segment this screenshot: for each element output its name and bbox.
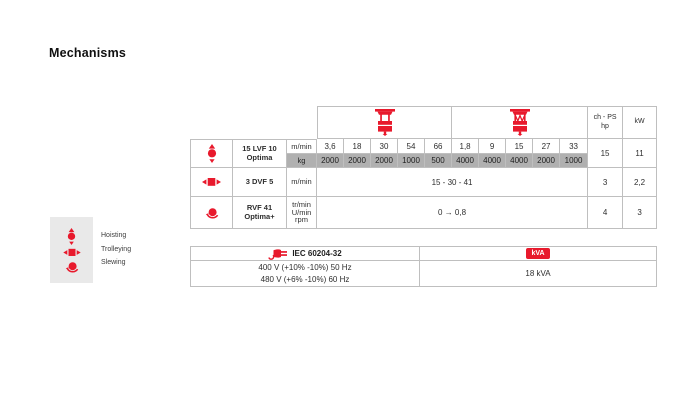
power-supply-table [190, 246, 657, 287]
voltage-line-50hz: 400 V (+10% -10%) 50 Hz [258, 263, 352, 273]
plug-icon [268, 247, 288, 260]
trolley-model: 3 DVF 5 [233, 168, 287, 197]
hoist-load-value: 4000 [479, 154, 506, 168]
hoist-speed-value: 15 [506, 139, 533, 154]
hoist-speed-value: 1,8 [452, 139, 479, 154]
hoist-speed-value: 3,6 [317, 139, 344, 154]
hoist-load-unit: kg [287, 154, 317, 168]
legend-label-slewing: Slewing [101, 259, 126, 266]
trolleying-icon [190, 168, 233, 197]
legend-box [50, 217, 93, 283]
slewing-row [190, 197, 657, 229]
voltage-cell [190, 261, 420, 287]
mechanisms-table [190, 106, 657, 229]
power-body-row [190, 261, 657, 287]
slew-unit-line1: tr/min [292, 199, 311, 209]
hoist-speed-value: 54 [398, 139, 425, 154]
hook-block-2-fall-icon [318, 109, 451, 136]
hoist-speed-value: 18 [344, 139, 371, 154]
kva-badge: kVA [526, 248, 550, 259]
slew-hp-value: 4 [588, 197, 623, 229]
header-spacer [190, 106, 317, 139]
iec-standard-label: IEC 60204-32 [292, 249, 342, 258]
slew-unit [287, 197, 317, 229]
hoist-hp-value: 15 [588, 139, 623, 168]
slew-unit-line3: rpm [295, 215, 308, 225]
hoist-speed-value: 9 [479, 139, 506, 154]
slew-kw-value: 3 [623, 197, 657, 229]
trolleying-icon [50, 247, 93, 258]
hoist-model-line1: 15 LVF 10 [242, 143, 277, 153]
hoist-speed-value: 66 [425, 139, 452, 154]
hoist-load-value: 2000 [344, 154, 371, 168]
power-hp-header [588, 106, 623, 139]
slew-model-line1: RVF 41 [246, 202, 273, 212]
hoist-load-value: 4000 [452, 154, 479, 168]
reeving-2-fall-header-cell [317, 106, 452, 139]
hoist-load-value: 2000 [533, 154, 560, 168]
hoist-load-value: 4000 [506, 154, 533, 168]
slewing-icon [190, 197, 233, 229]
hoisting-icon [190, 139, 233, 168]
reeving-header-row [190, 106, 657, 139]
hook-block-4-fall-icon [452, 109, 587, 136]
hoist-model-line2: Optima [246, 152, 273, 162]
slew-model [233, 197, 287, 229]
power-hp-header-line2: hp [601, 122, 609, 130]
page-title: Mechanisms [49, 46, 127, 60]
legend-label-trolleying: Trolleying [101, 246, 132, 253]
hoist-speed-value: 33 [560, 139, 588, 154]
hoist-speed-value: 30 [371, 139, 398, 154]
hoist-speed-value: 27 [533, 139, 560, 154]
kw-header: kW [623, 106, 657, 139]
hoist-load-value: 2000 [371, 154, 398, 168]
hoist-load-value: 500 [425, 154, 452, 168]
hoist-load-value: 2000 [317, 154, 344, 168]
trolley-kw-value: 2,2 [623, 168, 657, 197]
trolley-speed-value: 15 - 30 - 41 [317, 168, 588, 197]
hoist-kw-value: 11 [623, 139, 657, 168]
hoisting-icon [50, 228, 93, 245]
slewing-icon [50, 260, 93, 274]
iec-standard-header [190, 246, 420, 261]
slew-unit-line2: U/min [291, 207, 312, 217]
slew-model-line2: Optima+ [244, 211, 275, 221]
kva-rating-value: 18 kVA [420, 261, 657, 287]
hoist-speed-unit: m/min [287, 139, 317, 154]
hoist-model [233, 139, 287, 168]
trolleying-row [190, 168, 657, 197]
power-header-row [190, 246, 657, 261]
legend-label-hoisting: Hoisting [101, 232, 127, 239]
power-hp-header-line1: ch - PS [593, 114, 617, 122]
reeving-4-fall-header-cell [452, 106, 588, 139]
kva-header [420, 246, 657, 261]
hoist-load-value: 1000 [560, 154, 588, 168]
trolley-unit: m/min [287, 168, 317, 197]
slew-speed-value: 0 → 0,8 [317, 197, 588, 229]
voltage-line-60hz: 480 V (+6% -10%) 60 Hz [260, 274, 350, 284]
trolley-hp-value: 3 [588, 168, 623, 197]
hoisting-row [190, 139, 657, 154]
hoist-load-value: 1000 [398, 154, 425, 168]
